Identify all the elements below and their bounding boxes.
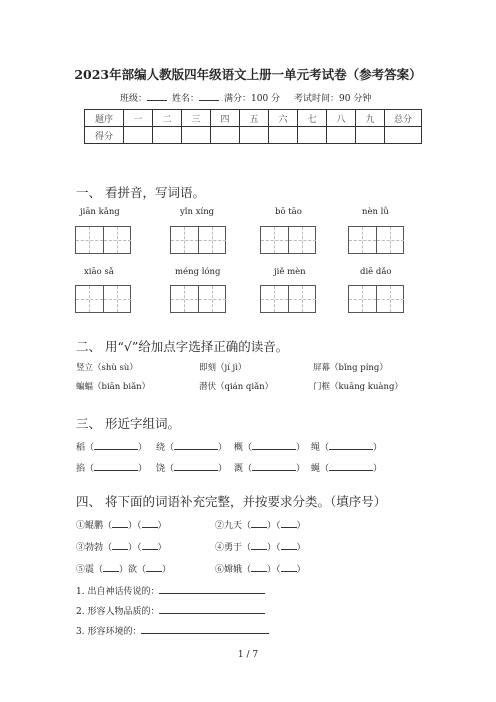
score-cell: 二 — [153, 110, 182, 127]
classify-question: 3. 形容环境的： — [76, 624, 269, 637]
answer-blank[interactable] — [146, 562, 162, 572]
reading-item[interactable]: 蝙蝠（biān biǎn） — [76, 382, 151, 392]
pinyin: yǐn xíng — [180, 207, 215, 217]
writing-grid[interactable] — [260, 226, 316, 254]
score-input[interactable] — [298, 127, 327, 144]
score-input[interactable] — [153, 127, 182, 144]
full-score: 满分：100 分 — [224, 94, 281, 104]
score-input[interactable] — [385, 127, 422, 144]
answer-blank[interactable] — [112, 518, 128, 528]
pinyin: nèn lǜ — [362, 207, 389, 217]
classify-question: 1. 出自神话传说的： — [76, 584, 265, 597]
section4-heading: 四、 将下面的词语补充完整，并按要求分类。（填序号） — [76, 494, 387, 509]
answer-blank[interactable] — [103, 562, 119, 572]
score-input[interactable] — [124, 127, 153, 144]
answer-blank[interactable] — [159, 584, 265, 594]
answer-blank[interactable] — [251, 562, 267, 572]
score-cell: 题序 — [85, 110, 124, 127]
class-blank — [147, 91, 167, 101]
score-input[interactable] — [211, 127, 240, 144]
pinyin: jiān kǎng — [80, 207, 120, 217]
reading-item[interactable]: 门框（kuāng kuàng） — [313, 382, 403, 392]
answer-blank[interactable] — [251, 540, 267, 550]
reading-item[interactable]: 竖立（shù sù） — [76, 363, 138, 373]
word-item: 溉（ ） — [234, 461, 305, 474]
answer-blank[interactable] — [252, 461, 296, 471]
score-input[interactable] — [269, 127, 298, 144]
pinyin: xiāo sǎ — [84, 267, 114, 277]
word-item: 蝇（ ） — [311, 461, 382, 474]
score-input[interactable] — [240, 127, 269, 144]
idiom-item: ③勃勃（ ）（ ） — [76, 540, 167, 553]
pinyin: jiě mèn — [274, 267, 306, 277]
score-input[interactable] — [356, 127, 385, 144]
score-cell: 五 — [240, 110, 269, 127]
section2-heading: 二、 用“√”给加点字选择正确的读音。 — [76, 339, 289, 354]
idiom-item: ①鲲鹏（ ）（ ） — [76, 518, 167, 531]
writing-grid[interactable] — [260, 285, 316, 313]
writing-grid[interactable] — [348, 226, 404, 254]
score-cell: 一 — [124, 110, 153, 127]
classify-question: 2. 形容人物品质的： — [76, 604, 265, 617]
score-row-label: 得分 — [85, 127, 124, 144]
answer-blank[interactable] — [281, 540, 297, 550]
word-item: 绕（ ） — [156, 440, 227, 453]
answer-blank[interactable] — [251, 518, 267, 528]
reading-item[interactable]: 屏幕（bǐng píng） — [313, 363, 388, 373]
name-blank — [199, 91, 219, 101]
idiom-item: ⑤震（ ）欲（ ） — [76, 562, 171, 575]
name-field — [172, 91, 219, 104]
score-input[interactable] — [182, 127, 211, 144]
answer-blank[interactable] — [112, 540, 128, 550]
section1-heading: 一、 看拼音，写词语。 — [76, 185, 205, 200]
word-item: 概（ ） — [234, 440, 305, 453]
word-item: 饶（ ） — [156, 461, 227, 474]
writing-grid[interactable] — [75, 285, 131, 313]
idiom-item: ④勇于（ ）（ ） — [215, 540, 306, 553]
reading-item[interactable]: 即刻（jí jì） — [199, 363, 247, 373]
answer-blank[interactable] — [141, 624, 269, 634]
answer-blank[interactable] — [94, 440, 138, 450]
reading-item[interactable]: 潜伏（qián qiǎn） — [199, 382, 274, 392]
score-cell: 七 — [298, 110, 327, 127]
answer-blank[interactable] — [159, 604, 265, 614]
answer-blank[interactable] — [252, 440, 296, 450]
pinyin: bō tāo — [275, 207, 302, 217]
answer-blank[interactable] — [329, 461, 373, 471]
writing-grid[interactable] — [75, 226, 131, 254]
score-cell: 六 — [269, 110, 298, 127]
section3-heading: 三、 形近字组词。 — [76, 416, 180, 431]
answer-blank[interactable] — [281, 518, 297, 528]
info-line — [120, 91, 167, 104]
score-cell: 四 — [211, 110, 240, 127]
score-cell: 三 — [182, 110, 211, 127]
answer-blank[interactable] — [174, 461, 218, 471]
idiom-item: ②九天（ ）（ ） — [215, 518, 306, 531]
writing-grid[interactable] — [170, 226, 226, 254]
pinyin: méng lóng — [175, 267, 221, 277]
answer-blank[interactable] — [174, 440, 218, 450]
exam-time: 考试时间：90 分钟 — [294, 94, 372, 104]
writing-grid[interactable] — [170, 285, 226, 313]
answer-blank[interactable] — [142, 540, 158, 550]
score-input[interactable] — [327, 127, 356, 144]
idiom-item: ⑥嫦娥（ ）（ ） — [215, 562, 306, 575]
word-item: 掐（ ） — [76, 461, 147, 474]
score-cell: 九 — [356, 110, 385, 127]
score-cell: 八 — [327, 110, 356, 127]
name-label: 姓名： — [172, 94, 200, 104]
answer-blank[interactable] — [142, 518, 158, 528]
score-table — [84, 109, 422, 144]
pinyin: diē dǎo — [360, 267, 392, 277]
word-item: 绳（ ） — [311, 440, 382, 453]
answer-blank[interactable] — [94, 461, 138, 471]
class-label: 班级： — [120, 94, 148, 104]
word-item: 稻（ ） — [76, 440, 147, 453]
answer-blank[interactable] — [281, 562, 297, 572]
answer-blank[interactable] — [329, 440, 373, 450]
score-cell: 总分 — [385, 110, 422, 127]
page-number: 1 / 7 — [237, 650, 259, 660]
writing-grid[interactable] — [348, 285, 404, 313]
document-title: 2023年部编人教版四年级语文上册一单元考试卷（参考答案） — [74, 67, 422, 82]
